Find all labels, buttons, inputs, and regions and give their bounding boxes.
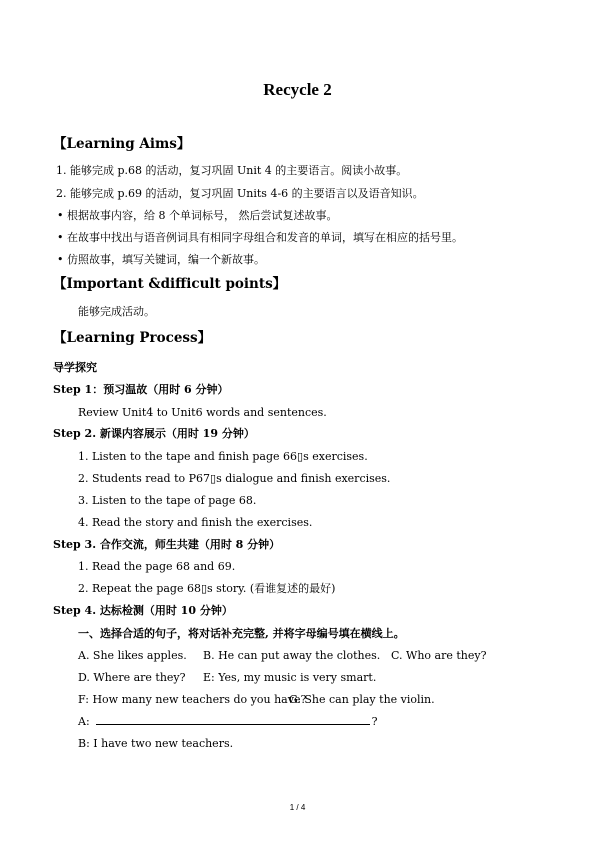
step4-title: Step 4. 达标检测（用时 10 分钟）: [53, 604, 233, 617]
aim-item-3: • 根据故事内容，给 8 个单词标号， 然后尝试复述故事。: [57, 209, 338, 222]
step1-title: Step 1：预习温故（用时 6 分钟）: [53, 383, 229, 396]
aim-item-4: • 在故事中找出与语音例词具有相同字母组合和发音的单词，填写在相应的括号里。: [57, 231, 463, 244]
step2-title: Step 2. 新课内容展示（用时 19 分钟）: [53, 427, 255, 440]
dialogue-line-a: [78, 714, 378, 729]
step2-item-1: 1. Listen to the tape and finish page 66▯s exercises.: [78, 450, 368, 463]
option-a: A. She likes apples.: [78, 649, 187, 662]
step2-item-4: 4. Read the story and finish the exercises.: [78, 516, 313, 529]
step3-title: Step 3. 合作交流，师生共建（用时 8 分钟）: [53, 538, 281, 551]
aim-item-1: 1. 能够完成 p.68 的活动，复习巩固 Unit 4 的主要语言。阅读小故事。: [56, 164, 408, 177]
option-b: B. He can put away the clothes.: [203, 649, 381, 662]
important-points-text: 能够完成活动。: [78, 305, 155, 318]
option-e: E: Yes, my music is very smart.: [203, 671, 377, 684]
dialogue-a-label: A:: [78, 715, 90, 728]
answer-blank[interactable]: [96, 714, 370, 725]
step2-item-2: 2. Students read to P67▯s dialogue and finish exercises.: [78, 472, 391, 485]
aim-item-2: 2. 能够完成 p.69 的活动，复习巩固 Units 4-6 的主要语言以及语音知识。: [56, 187, 424, 200]
step1-item-1: Review Unit4 to Unit6 words and sentences.: [78, 406, 327, 419]
option-g: G. She can play the violin.: [289, 693, 435, 706]
option-f: F: How many new teachers do you have?: [78, 693, 307, 706]
page-title: Recycle 2: [263, 80, 332, 99]
dialogue-line-b: B: I have two new teachers.: [78, 737, 234, 750]
step4-instruction: 一、选择合适的句子，将对话补充完整, 并将字母编号填在横线上。: [78, 627, 405, 640]
aim-item-5: • 仿照故事，填写关键词，编一个新故事。: [57, 253, 265, 266]
option-c: C. Who are they?: [391, 649, 487, 662]
step3-item-2: 2. Repeat the page 68▯s story. (看谁复述的最好): [78, 582, 336, 595]
learning-process-subheading: 导学探究: [53, 361, 97, 374]
step2-item-3: 3. Listen to the tape of page 68.: [78, 494, 257, 507]
learning-aims-heading: 【Learning Aims】: [53, 136, 191, 152]
page-number: 1 / 4: [289, 803, 306, 812]
learning-process-heading: 【Learning Process】: [53, 330, 212, 346]
important-points-heading: 【Important &difficult points】: [53, 276, 287, 292]
step3-item-1: 1. Read the page 68 and 69.: [78, 560, 236, 573]
dialogue-a-end: ?: [371, 715, 378, 728]
option-d: D. Where are they?: [78, 671, 186, 684]
